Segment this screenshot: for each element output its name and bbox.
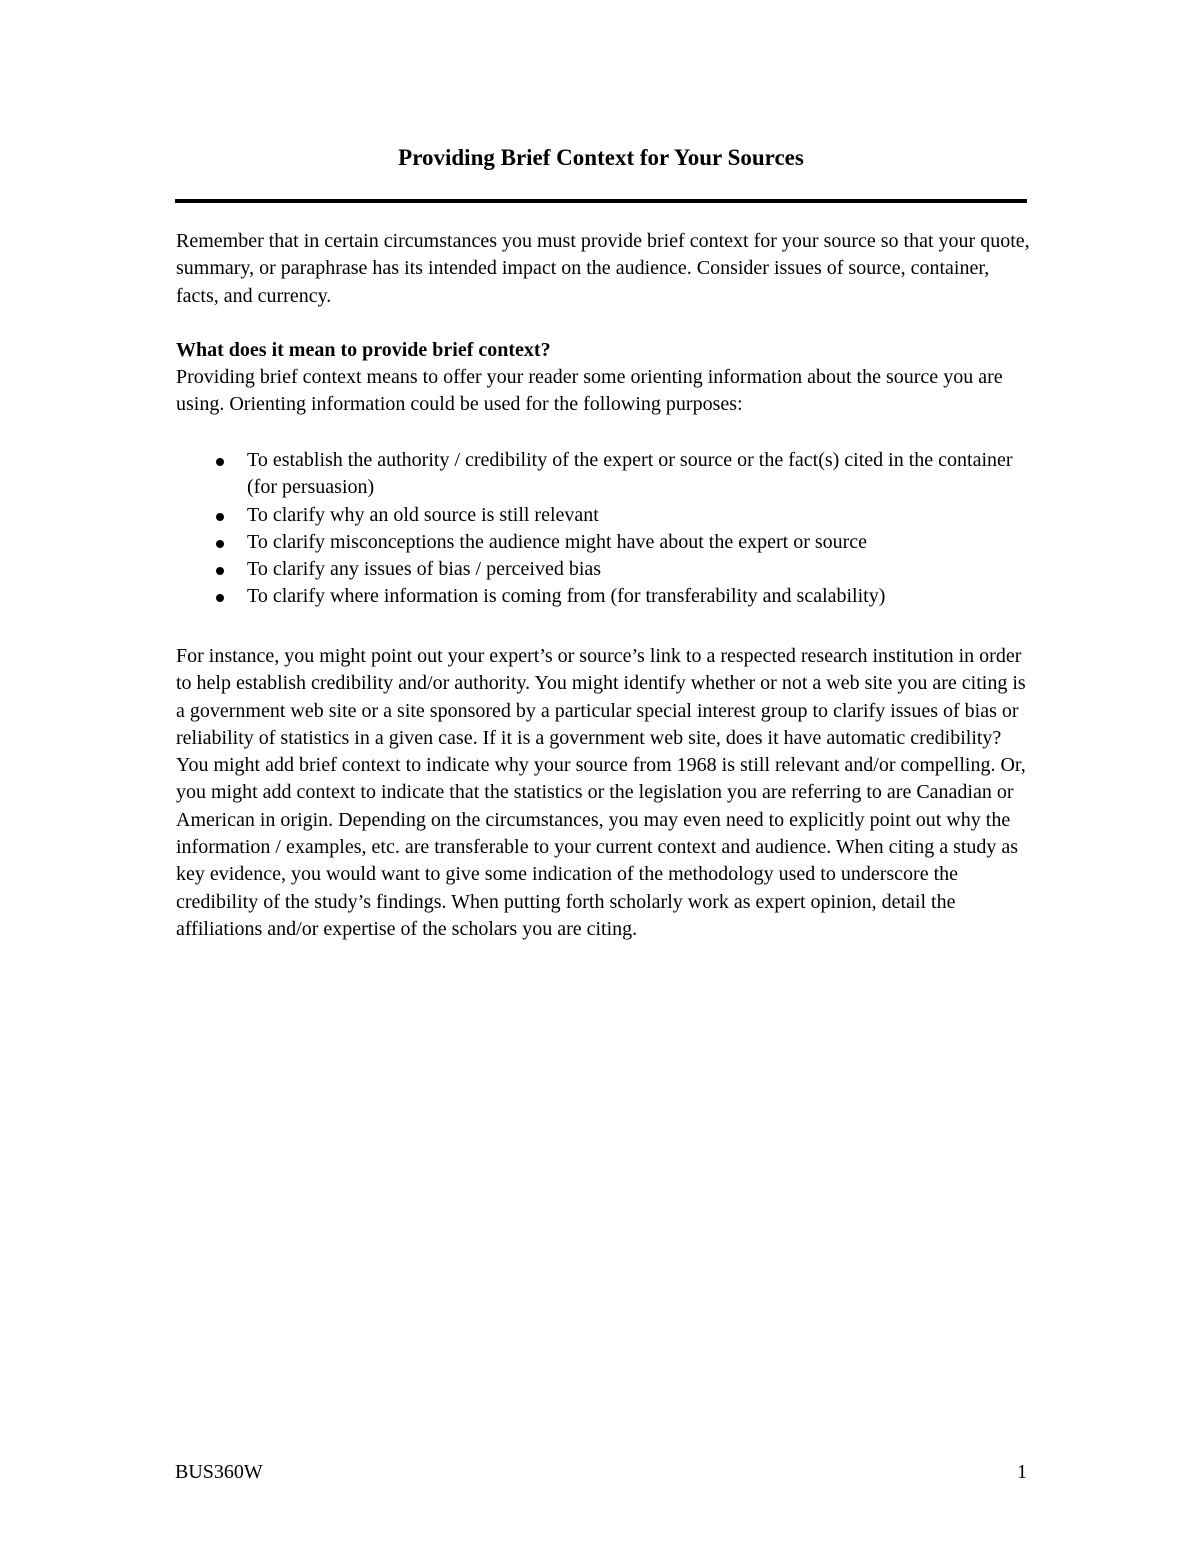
bullet-icon <box>216 567 224 575</box>
example-paragraph: For instance, you might point out your expert’s or source’s link to a respected research institution in order to help establish credibility and/or authority. You might identify whether or not a web site you are citing is a government web site or a site sponsored by a particular special interest group to clarify issues of bias or reliability of statistics in a given case. If it is a government web site, does it have automatic credibility? You might add brief context to indicate why your source from 1968 is still relevant and/or compelling. Or, you might add context to indicate that the statistics or the legislation you are referring to are Canadian or American in origin. Depending on the circumstances, you may even need to explicitly point out why the information / examples, etc. are transferable to your current context and audience. When citing a study as key evidence, you would want to give some indication of the methodology used to underscore the credibility of the study’s findings. When putting forth scholarly work as expert opinion, detail the affiliations and/or expertise of the scholars you are citing. <box>176 645 1026 940</box>
purpose-list <box>176 447 1036 611</box>
list-item-text: To clarify why an old source is still relevant <box>247 503 599 526</box>
bullet-icon <box>216 458 224 466</box>
footer-course-code: BUS360W <box>175 1461 263 1483</box>
list-item <box>176 583 1036 610</box>
list-item <box>176 447 1036 502</box>
title-divider <box>175 199 1027 203</box>
list-item-text: To clarify any issues of bias / perceived bias <box>247 558 602 581</box>
list-item <box>176 502 1036 529</box>
document-title: Providing Brief Context for Your Sources <box>398 145 804 170</box>
footer-page-number: 1 <box>1017 1461 1027 1483</box>
list-item-text: To establish the authority / credibility of the expert or source or the fact(s) cited in the container (for persuasion) <box>247 449 1013 499</box>
section-heading: What does it mean to provide brief context? <box>176 339 551 361</box>
definition-paragraph: Providing brief context means to offer your reader some orienting information about the source you are using. Orienting information could be used for the following purposes: <box>176 366 1003 416</box>
list-item-text: To clarify where information is coming from (for transferability and scalability) <box>247 585 886 608</box>
list-item <box>176 529 1036 556</box>
intro-paragraph: Remember that in certain circumstances you must provide brief context for your source so that your quote, summary, or paraphrase has its intended impact on the audience. Consider issues of source, container, facts, and currency. <box>176 230 1030 307</box>
bullet-icon <box>216 540 224 548</box>
bullet-icon <box>216 594 224 602</box>
bullet-icon <box>216 513 224 521</box>
list-item-text: To clarify misconceptions the audience might have about the expert or source <box>247 530 868 553</box>
list-item <box>176 556 1036 583</box>
